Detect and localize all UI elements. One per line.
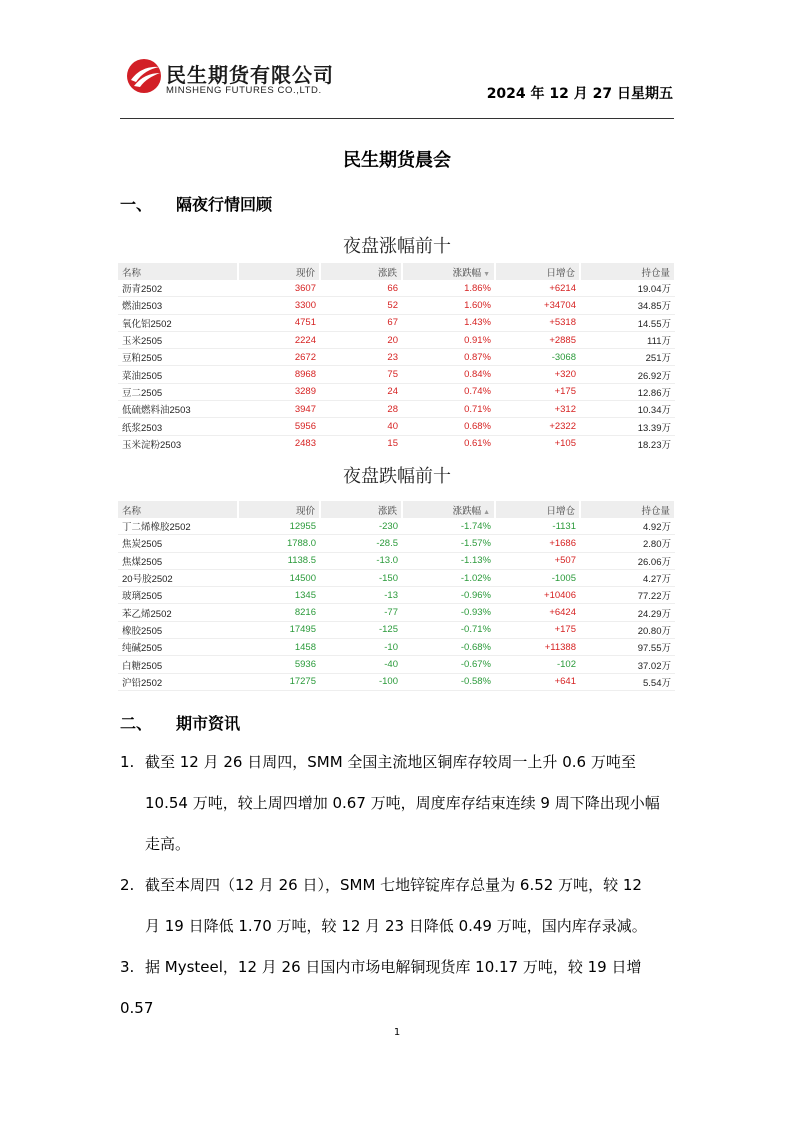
column-header[interactable]: 涨跌幅 ▲ — [402, 501, 495, 518]
cell-price: 5956 — [238, 418, 320, 435]
cell-price: 4751 — [238, 314, 320, 331]
cell-price: 17495 — [238, 621, 320, 638]
company-name-cn: 民生期货有限公司 — [166, 63, 334, 87]
cell-name: 燃油2503 — [118, 297, 238, 314]
news-list — [120, 742, 675, 1029]
cell-change: 52 — [320, 297, 402, 314]
cell-change-pct: 0.84% — [402, 366, 495, 383]
report-date: 2024 年 12 月 27 日星期五 — [486, 86, 673, 102]
column-header[interactable]: 日增仓 — [495, 263, 580, 280]
column-header[interactable]: 名称 — [118, 501, 238, 518]
cell-open-interest: 251万 — [580, 349, 675, 366]
page-number: 1 — [393, 1027, 401, 1038]
cell-change-pct: -1.57% — [402, 535, 495, 552]
cell-open-interest: 18.23万 — [580, 435, 675, 450]
cell-daily-oi-change: +6214 — [495, 280, 580, 297]
cell-change-pct: -0.58% — [402, 673, 495, 690]
cell-daily-oi-change: -1005 — [495, 569, 580, 586]
cell-change: 15 — [320, 435, 402, 450]
cell-name: 菜油2505 — [118, 366, 238, 383]
cell-price: 1138.5 — [238, 552, 320, 569]
table-row[interactable] — [118, 435, 675, 450]
news-number: 1. — [120, 753, 135, 771]
column-header[interactable]: 名称 — [118, 263, 238, 280]
section-title: 期市资讯 — [176, 714, 241, 733]
cell-change-pct: 0.91% — [402, 331, 495, 348]
cell-name: 低硫燃料油2503 — [118, 401, 238, 418]
company-logo — [126, 58, 366, 102]
cell-name: 沪铅2502 — [118, 673, 238, 690]
cell-change: 23 — [320, 349, 402, 366]
section-title: 隔夜行情回顾 — [176, 195, 273, 214]
cell-daily-oi-change: -102 — [495, 656, 580, 673]
cell-daily-oi-change: +11388 — [495, 639, 580, 656]
column-header[interactable]: 涨跌 — [320, 501, 402, 518]
column-header[interactable]: 现价 — [238, 263, 320, 280]
cell-change-pct: -0.96% — [402, 587, 495, 604]
cell-change-pct: 0.61% — [402, 435, 495, 450]
cell-name: 玉米淀粉2503 — [118, 435, 238, 450]
table-row[interactable] — [118, 518, 675, 535]
news-line: 截至本周四（12 月 26 日），SMM 七地锌锭库存总量为 6.52 万吨，较 12 — [145, 876, 642, 894]
table-header-row — [118, 501, 675, 518]
cell-change: 66 — [320, 280, 402, 297]
cell-change-pct: 0.87% — [402, 349, 495, 366]
cell-change-pct: 0.71% — [402, 401, 495, 418]
cell-daily-oi-change: +5318 — [495, 314, 580, 331]
cell-daily-oi-change: +320 — [495, 366, 580, 383]
cell-name: 氧化铝2502 — [118, 314, 238, 331]
table-row[interactable] — [118, 280, 675, 297]
cell-change-pct: -1.13% — [402, 552, 495, 569]
table-row[interactable] — [118, 366, 675, 383]
cell-open-interest: 4.27万 — [580, 569, 675, 586]
cell-change: -100 — [320, 673, 402, 690]
cell-change: 67 — [320, 314, 402, 331]
cell-change: -125 — [320, 621, 402, 638]
cell-name: 玻璃2505 — [118, 587, 238, 604]
cell-price: 1458 — [238, 639, 320, 656]
sort-desc-icon: ▼ — [481, 270, 490, 278]
news-line: 走高。 — [145, 835, 191, 853]
cell-price: 8968 — [238, 366, 320, 383]
table-row[interactable] — [118, 297, 675, 314]
news-line: 月 19 日降低 1.70 万吨，较 12 月 23 日降低 0.49 万吨，国内库存录减。 — [145, 917, 647, 935]
news-line: 据 Mysteel，12 月 26 日国内市场电解铜现货库 10.17 万吨，较 19 日增 0.57 — [120, 958, 642, 1017]
cell-change: -77 — [320, 604, 402, 621]
cell-change: -10 — [320, 639, 402, 656]
cell-price: 3607 — [238, 280, 320, 297]
table-row[interactable] — [118, 552, 675, 569]
cell-open-interest: 26.06万 — [580, 552, 675, 569]
cell-price: 1788.0 — [238, 535, 320, 552]
cell-name: 焦炭2505 — [118, 535, 238, 552]
cell-name: 白糖2505 — [118, 656, 238, 673]
cell-name: 豆粕2505 — [118, 349, 238, 366]
cell-price: 17275 — [238, 673, 320, 690]
cell-name: 20号胶2502 — [118, 569, 238, 586]
column-header[interactable]: 日增仓 — [495, 501, 580, 518]
table-row[interactable] — [118, 418, 675, 435]
cell-price: 3300 — [238, 297, 320, 314]
cell-daily-oi-change: +2322 — [495, 418, 580, 435]
cell-name: 丁二烯橡胶2502 — [118, 518, 238, 535]
cell-name: 纸浆2503 — [118, 418, 238, 435]
document-title: 民生期货晨会 — [343, 150, 451, 171]
section-heading-1 — [120, 192, 272, 215]
cell-change: -150 — [320, 569, 402, 586]
top-gainers-table — [118, 263, 676, 450]
header-divider — [120, 118, 674, 119]
cell-change-pct: -0.93% — [402, 604, 495, 621]
news-item-3 — [120, 947, 675, 1029]
cell-open-interest: 97.55万 — [580, 639, 675, 656]
cell-change: -28.5 — [320, 535, 402, 552]
cell-open-interest: 37.02万 — [580, 656, 675, 673]
cell-open-interest: 4.92万 — [580, 518, 675, 535]
table-row[interactable] — [118, 331, 675, 348]
cell-change: -13.0 — [320, 552, 402, 569]
cell-name: 苯乙烯2502 — [118, 604, 238, 621]
cell-change: 40 — [320, 418, 402, 435]
column-header[interactable]: 现价 — [238, 501, 320, 518]
cell-name: 橡胶2505 — [118, 621, 238, 638]
cell-price: 14500 — [238, 569, 320, 586]
column-header[interactable]: 涨跌 — [320, 263, 402, 280]
cell-change: -13 — [320, 587, 402, 604]
cell-change-pct: 0.74% — [402, 383, 495, 400]
cell-change-pct: 1.60% — [402, 297, 495, 314]
table-row[interactable] — [118, 314, 675, 331]
cell-daily-oi-change: +312 — [495, 401, 580, 418]
cell-daily-oi-change: +507 — [495, 552, 580, 569]
cell-name: 玉米2505 — [118, 331, 238, 348]
cell-price: 3947 — [238, 401, 320, 418]
cell-price: 2672 — [238, 349, 320, 366]
cell-daily-oi-change: -3068 — [495, 349, 580, 366]
cell-open-interest: 12.86万 — [580, 383, 675, 400]
cell-price: 5936 — [238, 656, 320, 673]
table-row[interactable] — [118, 349, 675, 366]
news-line: 10.54 万吨，较上周四增加 0.67 万吨，周度库存结束连续 9 周下降出现小幅 — [145, 794, 660, 812]
cell-open-interest: 14.55万 — [580, 314, 675, 331]
table-row[interactable] — [118, 535, 675, 552]
cell-daily-oi-change: +175 — [495, 383, 580, 400]
cell-daily-oi-change: +175 — [495, 621, 580, 638]
table-down-title: 夜盘跌幅前十 — [343, 466, 451, 487]
cell-open-interest: 5.54万 — [580, 673, 675, 690]
table-row[interactable] — [118, 587, 675, 604]
cell-daily-oi-change: -1131 — [495, 518, 580, 535]
table-row[interactable] — [118, 639, 675, 656]
column-header[interactable]: 持仓量 — [580, 263, 675, 280]
cell-price: 8216 — [238, 604, 320, 621]
cell-daily-oi-change: +641 — [495, 673, 580, 690]
table-up-viewport[interactable] — [118, 263, 676, 450]
cell-change-pct: 1.43% — [402, 314, 495, 331]
cell-change-pct: 0.68% — [402, 418, 495, 435]
cell-change-pct: -1.02% — [402, 569, 495, 586]
section-number: 二、 — [120, 714, 153, 733]
table-row[interactable] — [118, 673, 675, 690]
cell-open-interest: 26.92万 — [580, 366, 675, 383]
cell-name: 沥青2502 — [118, 280, 238, 297]
table-row[interactable] — [118, 604, 675, 621]
cell-name: 焦煤2505 — [118, 552, 238, 569]
cell-change: -230 — [320, 518, 402, 535]
table-row[interactable] — [118, 656, 675, 673]
table-row[interactable] — [118, 569, 675, 586]
table-row[interactable] — [118, 621, 675, 638]
cell-change: 75 — [320, 366, 402, 383]
company-name-en: MINSHENG FUTURES CO.,LTD. — [166, 85, 322, 96]
cell-change: 20 — [320, 331, 402, 348]
column-header[interactable]: 持仓量 — [580, 501, 675, 518]
cell-change: -40 — [320, 656, 402, 673]
cell-price: 2224 — [238, 331, 320, 348]
column-header[interactable]: 涨跌幅 ▼ — [402, 263, 495, 280]
cell-open-interest: 20.80万 — [580, 621, 675, 638]
cell-open-interest: 111万 — [580, 331, 675, 348]
sort-asc-icon: ▲ — [481, 508, 490, 516]
cell-change-pct: 1.86% — [402, 280, 495, 297]
cell-price: 2483 — [238, 435, 320, 450]
cell-open-interest: 2.80万 — [580, 535, 675, 552]
cell-price: 12955 — [238, 518, 320, 535]
cell-price: 1345 — [238, 587, 320, 604]
minsheng-logo-icon — [126, 58, 162, 94]
cell-change-pct: -0.68% — [402, 639, 495, 656]
cell-open-interest: 13.39万 — [580, 418, 675, 435]
cell-daily-oi-change: +10406 — [495, 587, 580, 604]
cell-change: 24 — [320, 383, 402, 400]
cell-open-interest: 77.22万 — [580, 587, 675, 604]
cell-daily-oi-change: +1686 — [495, 535, 580, 552]
section-heading-2 — [120, 711, 240, 734]
cell-change-pct: -0.71% — [402, 621, 495, 638]
cell-name: 豆二2505 — [118, 383, 238, 400]
cell-name: 纯碱2505 — [118, 639, 238, 656]
table-up-title: 夜盘涨幅前十 — [343, 236, 451, 257]
section-number: 一、 — [120, 195, 153, 214]
cell-price: 3289 — [238, 383, 320, 400]
news-number: 3. — [120, 958, 135, 976]
cell-change-pct: -1.74% — [402, 518, 495, 535]
news-item-2 — [120, 865, 675, 947]
cell-daily-oi-change: +34704 — [495, 297, 580, 314]
cell-open-interest: 10.34万 — [580, 401, 675, 418]
cell-daily-oi-change: +6424 — [495, 604, 580, 621]
cell-open-interest: 24.29万 — [580, 604, 675, 621]
cell-daily-oi-change: +2885 — [495, 331, 580, 348]
news-number: 2. — [120, 876, 135, 894]
cell-change: 28 — [320, 401, 402, 418]
top-losers-table — [118, 501, 676, 691]
cell-daily-oi-change: +105 — [495, 435, 580, 450]
cell-open-interest: 19.04万 — [580, 280, 675, 297]
table-row[interactable] — [118, 383, 675, 400]
table-header-row — [118, 263, 675, 280]
cell-open-interest: 34.85万 — [580, 297, 675, 314]
cell-change-pct: -0.67% — [402, 656, 495, 673]
news-line: 截至 12 月 26 日周四，SMM 全国主流地区铜库存较周一上升 0.6 万吨至 — [145, 753, 636, 771]
table-row[interactable] — [118, 401, 675, 418]
news-item-1 — [120, 742, 675, 865]
